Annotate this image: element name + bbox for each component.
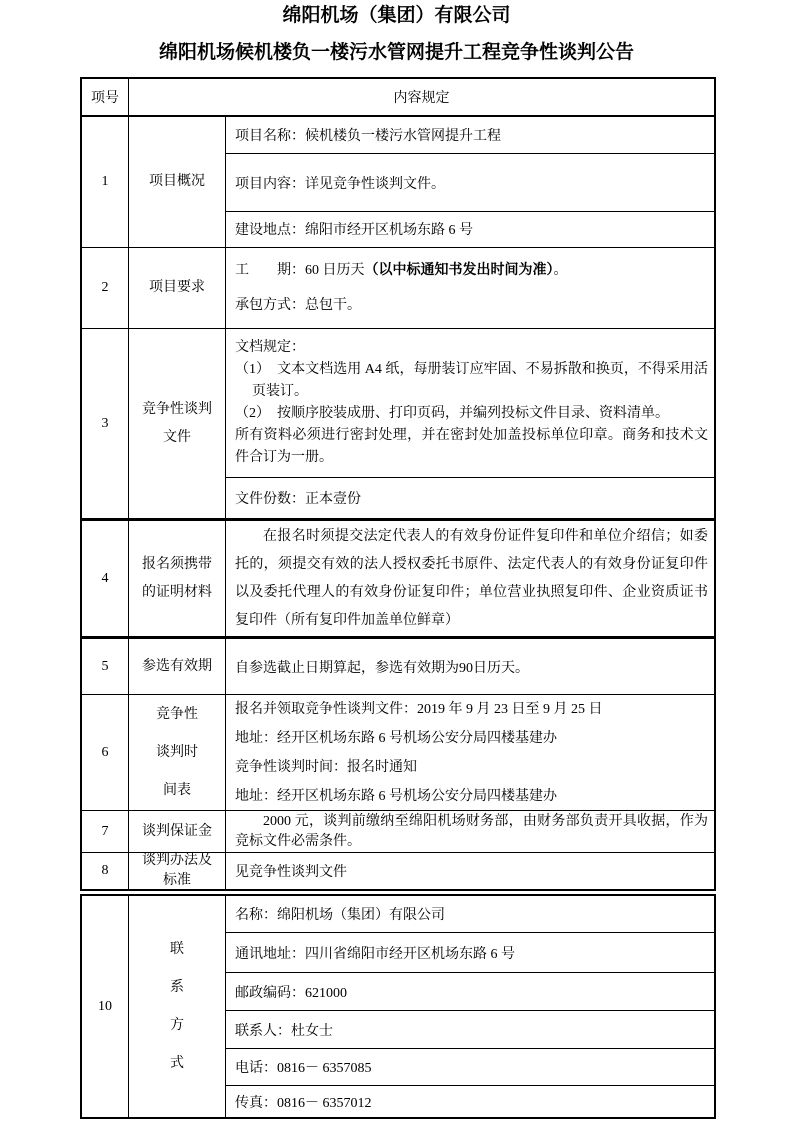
cell-contact-postcode: 邮政编码：621000 (226, 972, 714, 1010)
row-number: 10 (82, 896, 129, 1117)
schedule-address-line-1: 地址：经开区机场东路 6 号机场公安分局四楼基建办 (235, 730, 557, 746)
row-number: 3 (82, 329, 129, 518)
header-item-no: 项号 (82, 79, 129, 115)
row-category-line: 联 (170, 941, 184, 957)
doc-rules-heading: 文档规定： (235, 340, 305, 355)
row-number: 4 (82, 521, 129, 636)
cell-contact-fax: 传真：0816－ 6357012 (226, 1085, 714, 1117)
contact-table (80, 894, 716, 1119)
row-number: 6 (82, 695, 129, 810)
table-row-negotiation-deposit (82, 810, 714, 852)
header-content-spec: 内容规定 (393, 91, 450, 106)
row-number: 7 (82, 811, 129, 852)
table-header-row (82, 79, 714, 115)
row-category-line: 文件 (163, 429, 191, 445)
row-category-line: 式 (170, 1055, 184, 1071)
row-category: 参选有效期 (142, 658, 212, 674)
duration-line (226, 253, 714, 288)
cell-contact-name: 名称：绵阳机场（集团）有限公司 (235, 908, 445, 923)
cell-document-rules (226, 329, 714, 477)
row-category-line: 竞争性 (156, 706, 198, 722)
table-row-project-requirements (82, 247, 714, 328)
row-category-line: 谈判时 (156, 744, 198, 760)
table-row-required-materials (82, 518, 714, 636)
row-category-line: 方 (170, 1017, 184, 1033)
table-row-negotiation-documents (82, 328, 714, 518)
cell-project-name: 项目名称：候机楼负一楼污水管网提升工程 (235, 129, 501, 145)
contract-mode-line: 承包方式：总包干。 (235, 298, 361, 313)
row-number: 2 (82, 248, 129, 328)
row-category-line: 系 (170, 979, 184, 995)
cell-validity-period: 自参选截止日期算起，参选有效期为90日历天。 (235, 660, 529, 676)
company-title: 绵阳机场（集团）有限公司 (282, 5, 511, 26)
cell-project-content: 项目内容：详见竞争性谈判文件。 (226, 153, 714, 210)
announcement-title: 绵阳机场候机楼负一楼污水管网提升工程竞争性谈判公告 (158, 42, 634, 63)
row-category-line: 报名须携带 (142, 556, 212, 572)
row-number: 1 (82, 117, 129, 247)
main-table (80, 77, 716, 891)
cell-project-requirements (226, 248, 714, 328)
doc-rule-item-2: （2） 按顺序胶装成册、打印页码，并编列投标文件目录、资料清单。 (235, 406, 669, 421)
cell-contact-address: 通讯地址：四川省绵阳市经开区机场东路 6 号 (226, 932, 714, 972)
schedule-time-line: 竞争性谈判时间：报名时通知 (235, 759, 417, 775)
schedule-address-line-2: 地址：经开区机场东路 6 号机场公安分局四楼基建办 (235, 788, 557, 804)
cell-deposit: 2000 元，谈判前缴纳至绵阳机场财务部，由财务部负责开具收据，作为竞标文件必需条件。 (235, 813, 708, 849)
row-category: 谈判保证金 (142, 823, 212, 839)
cell-document-copies: 文件份数：正本壹份 (226, 477, 714, 518)
doc-rule-note: 所有资料必须进行密封处理，并在密封处加盖投标单位印章。商务和技术文件合订为一册。 (235, 428, 708, 465)
row-category: 项目要求 (149, 280, 205, 295)
table-row-negotiation-method (82, 852, 714, 889)
table-row-project-overview (82, 115, 714, 247)
cell-contact-person: 联系人：杜女士 (226, 1010, 714, 1048)
duration-suffix: 。 (553, 263, 568, 278)
row-category-line: 的证明材料 (142, 584, 212, 600)
cell-contact-phone: 电话：0816－ 6357085 (226, 1048, 714, 1085)
row-category-line: 竞争性谈判 (142, 401, 212, 417)
schedule-signup-line: 报名并领取竞争性谈判文件：2019 年 9 月 23 日至 9 月 25 日 (235, 701, 603, 717)
row-category-line: 谈判办法及 (142, 853, 212, 868)
table-row-negotiation-schedule (82, 694, 714, 810)
duration-bold-note: （以中标通知书发出时间为准） (364, 263, 554, 278)
row-number: 5 (82, 639, 129, 694)
cell-method: 见竞争性谈判文件 (235, 865, 347, 880)
table-row-validity-period (82, 636, 714, 694)
row-category: 项目概况 (149, 174, 205, 189)
row-category-line: 标准 (163, 873, 191, 888)
row-category-line: 间表 (163, 782, 191, 798)
cell-required-materials: 在报名时须提交法定代表人的有效身份证件复印件和单位介绍信；如委托的，须提交有效的法人授权委托书原件、法定代表人的有效身份证复印件以及委托代理人的有效身份证复印件；单位营业执照复印件、企业资质证书复印件（所有复印件加盖单位鲜章） (235, 528, 708, 628)
cell-project-location: 建设地点：绵阳市经开区机场东路 6 号 (226, 211, 714, 247)
doc-rule-item-1: （1） 文本文档选用 A4 纸，每册装订应牢固、不易拆散和换页，不得采用活页装订。 (235, 362, 708, 399)
table-row-contact (82, 896, 714, 1117)
duration-prefix: 工 期：60 日历天 (235, 263, 365, 278)
row-number: 8 (82, 853, 129, 889)
